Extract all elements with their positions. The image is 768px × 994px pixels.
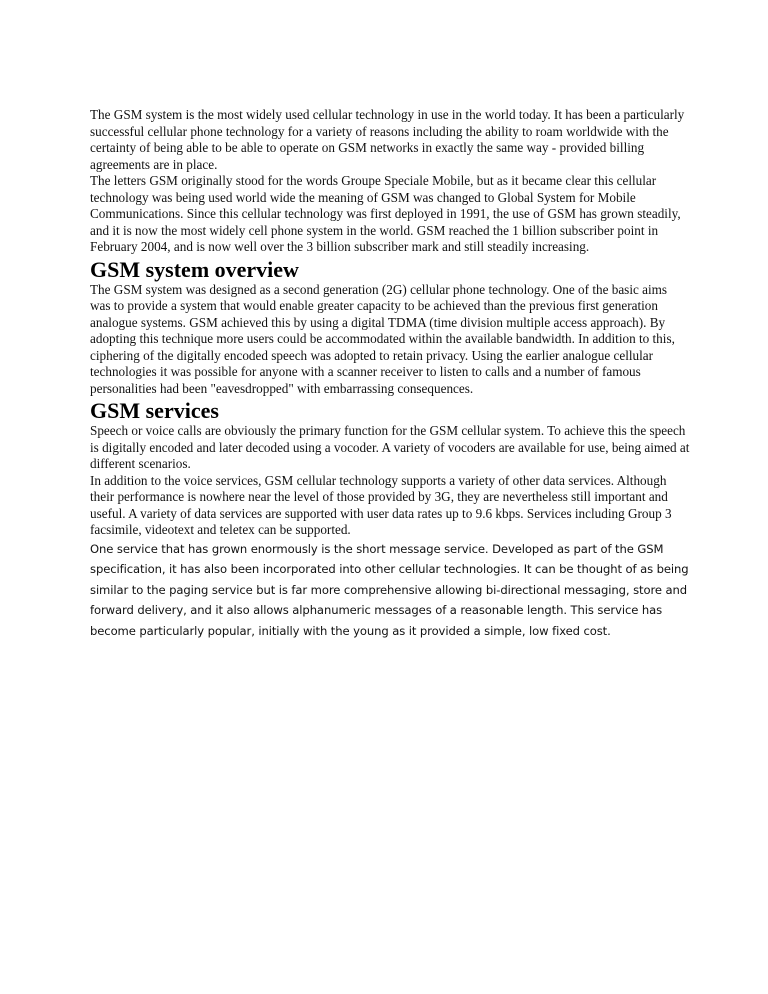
services-paragraph-2: In addition to the voice services, GSM cellular technology supports a variety of other data services. Although their performance is nowhere near the level of those provided by 3G, they are nevertheless still important and useful. A variety of data services are supported with user data rates up to 9.6 kbps. Services including Group 3 facsimile, videotext and teletex can be supported. (90, 472, 672, 537)
overview-heading: GSM system overview (90, 256, 299, 282)
services-paragraph-3: One service that has grown enormously is the short message service. Developed as part of the GSM specification, it has also been incorporated into other cellular technologies. It can be thought of as being similar to the paging service but is far more comprehensive allowing bi-directional messaging, store and forward delivery, and it also allows alphanumeric messages of a reasonable length. This service has become particularly popular, initially with the young as it provided a simple, low fixed cost. (90, 541, 689, 638)
services-paragraph-1: Speech or voice calls are obviously the primary function for the GSM cellular system. To achieve this the speech is digitally encoded and later decoded using a vocoder. A variety of vocoders are available for use, being aimed at different scenarios. (90, 423, 690, 471)
intro-paragraph-2: The letters GSM originally stood for the words Groupe Speciale Mobile, but as it became clear this cellular technology was being used world wide the meaning of GSM was changed to Global System for Mobile Communications. Since this cellular technology was first deployed in 1991, the use of GSM has grown steadily, and it is now the most widely cell phone system in the world. GSM reached the 1 billion subscriber point in February 2004, and is now well over the 3 billion subscriber mark and still steadily increasing. (90, 173, 681, 254)
services-heading: GSM services (90, 398, 219, 423)
overview-paragraph: The GSM system was designed as a second generation (2G) cellular phone technology. One of the basic aims was to provide a system that would enable greater capacity to be achieved than the previous first generation analogue systems. GSM achieved this by using a digital TDMA (time division multiple access approach). By adopting this technique more users could be accommodated within the available bandwidth. In addition to this, ciphering of the digitally encoded speech was adopted to retain privacy. Using the earlier analogue cellular technologies it was possible for anyone with a scanner receiver to listen to calls and a number of famous personalities had been "eavesdropped" with embarrassing consequences. (90, 281, 675, 396)
document-page (90, 107, 690, 641)
intro-paragraph-1: The GSM system is the most widely used cellular technology in use in the world today. It has been a particularly successful cellular phone technology for a variety of reasons including the ability to roam worldwide with the certainty of being able to be able to operate on GSM networks in exactly the same way - provided billing agreements are in place. (90, 107, 685, 172)
